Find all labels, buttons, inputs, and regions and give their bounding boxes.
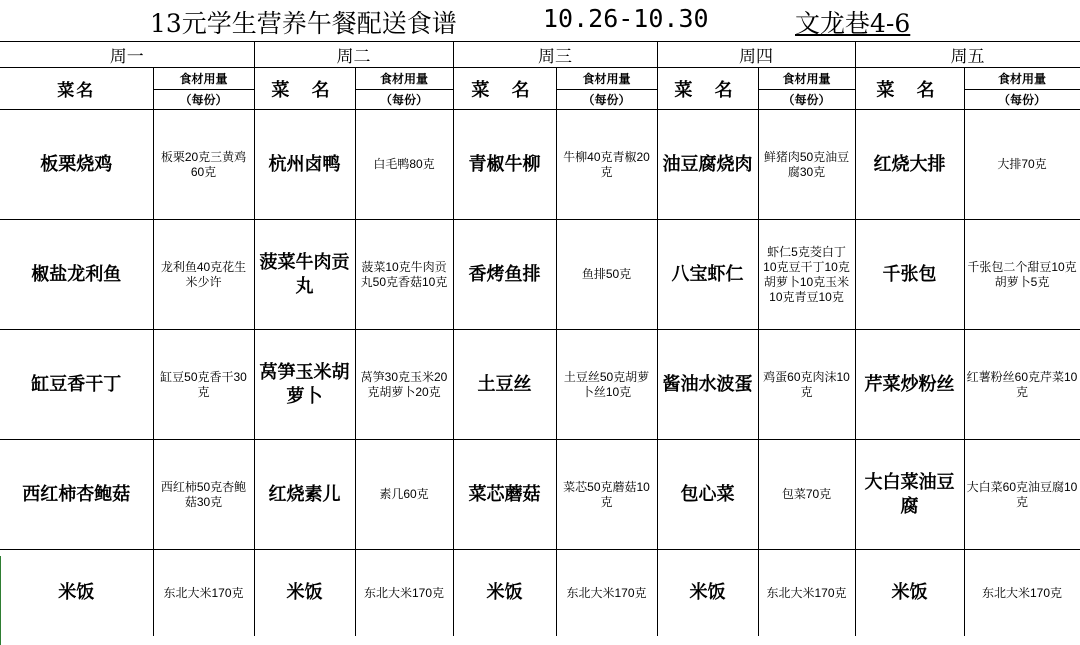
dish-ingredients: 白毛鸭80克: [355, 110, 453, 220]
dish-header: 菜名: [0, 68, 153, 110]
dish-name: 米饭: [657, 550, 758, 637]
menu-table: [0, 41, 1080, 636]
dish-ingredients: 板栗20克三黄鸡60克: [153, 110, 254, 220]
dish-name: 红烧素儿: [254, 440, 355, 550]
dish-ingredients: 东北大米170克: [556, 550, 657, 637]
day-header-mon: 周一: [0, 42, 254, 68]
per-serving-label: （每份）: [556, 90, 657, 110]
per-serving-label: （每份）: [153, 90, 254, 110]
dish-name: 酱油水波蛋: [657, 330, 758, 440]
dish-ingredients: 莴笋30克玉米20克胡萝卜20克: [355, 330, 453, 440]
dish-ingredients: 红薯粉丝60克芹菜10克: [964, 330, 1080, 440]
dish-name: 青椒牛柳: [453, 110, 556, 220]
dish-name: 莴笋玉米胡萝卜: [254, 330, 355, 440]
dish-ingredients: 鱼排50克: [556, 220, 657, 330]
qty-header: 食材用量: [556, 68, 657, 90]
dish-name: 油豆腐烧肉: [657, 110, 758, 220]
day-header-wed: 周三: [453, 42, 657, 68]
day-header-thu: 周四: [657, 42, 855, 68]
dish-ingredients: 东北大米170克: [153, 550, 254, 637]
menu-location: 文龙巷4-6: [795, 9, 911, 38]
dish-name: 米饭: [855, 550, 964, 637]
dish-name: 千张包: [855, 220, 964, 330]
dish-header: 菜 名: [657, 68, 758, 110]
dish-name: 米饭: [254, 550, 355, 637]
dish-name: 大白菜油豆腐: [855, 440, 964, 550]
per-serving-label: （每份）: [355, 90, 453, 110]
dish-name: 八宝虾仁: [657, 220, 758, 330]
dish-name: 板栗烧鸡: [0, 110, 153, 220]
dish-name: 包心菜: [657, 440, 758, 550]
dish-ingredients: 鲜猪肉50克油豆腐30克: [758, 110, 855, 220]
dish-header: 菜 名: [855, 68, 964, 110]
menu-row: [0, 550, 1080, 637]
menu-row: [0, 220, 1080, 330]
day-header-fri: 周五: [855, 42, 1080, 68]
dish-name: 红烧大排: [855, 110, 964, 220]
column-header-row: [0, 68, 1080, 90]
dish-name: 香烤鱼排: [453, 220, 556, 330]
dish-ingredients: 龙利鱼40克花生米少许: [153, 220, 254, 330]
menu-row: [0, 110, 1080, 220]
dish-name: 土豆丝: [453, 330, 556, 440]
per-serving-label: （每份）: [758, 90, 855, 110]
dish-ingredients: 东北大米170克: [758, 550, 855, 637]
dish-name: 菜芯蘑菇: [453, 440, 556, 550]
menu-title: 13元学生营养午餐配送食谱: [150, 9, 457, 38]
dish-ingredients: 西红柿50克杏鲍菇30克: [153, 440, 254, 550]
title-bar: [0, 0, 1080, 40]
qty-header: 食材用量: [758, 68, 855, 90]
dish-ingredients: 鸡蛋60克肉沫10克: [758, 330, 855, 440]
dish-ingredients: 大白菜60克油豆腐10克: [964, 440, 1080, 550]
menu-row: [0, 330, 1080, 440]
day-header-tue: 周二: [254, 42, 453, 68]
menu-dates: 10.26-10.30: [543, 4, 709, 33]
dish-name: 菠菜牛肉贡丸: [254, 220, 355, 330]
dish-ingredients: 土豆丝50克胡萝卜丝10克: [556, 330, 657, 440]
dish-name: 缸豆香干丁: [0, 330, 153, 440]
dish-ingredients: 东北大米170克: [355, 550, 453, 637]
dish-name: 米饭: [0, 550, 153, 637]
dish-ingredients: 大排70克: [964, 110, 1080, 220]
qty-header: 食材用量: [355, 68, 453, 90]
qty-header: 食材用量: [153, 68, 254, 90]
day-header-row: [0, 42, 1080, 68]
dish-header: 菜 名: [453, 68, 556, 110]
dish-name: 西红柿杏鲍菇: [0, 440, 153, 550]
dish-ingredients: 缸豆50克香干30克: [153, 330, 254, 440]
dish-ingredients: 菠菜10克牛肉贡丸50克香菇10克: [355, 220, 453, 330]
menu-row: [0, 440, 1080, 550]
dish-ingredients: 牛柳40克青椒20克: [556, 110, 657, 220]
dish-name: 杭州卤鸭: [254, 110, 355, 220]
dish-header: 菜 名: [254, 68, 355, 110]
per-serving-label: （每份）: [964, 90, 1080, 110]
dish-ingredients: 素几60克: [355, 440, 453, 550]
qty-header: 食材用量: [964, 68, 1080, 90]
dish-name: 芹菜炒粉丝: [855, 330, 964, 440]
dish-ingredients: 虾仁5克茭白丁10克豆干丁10克胡萝卜10克玉米10克青豆10克: [758, 220, 855, 330]
dish-name: 椒盐龙利鱼: [0, 220, 153, 330]
dish-name: 米饭: [453, 550, 556, 637]
dish-ingredients: 东北大米170克: [964, 550, 1080, 637]
dish-ingredients: 千张包二个甜豆10克胡萝卜5克: [964, 220, 1080, 330]
dish-ingredients: 包菜70克: [758, 440, 855, 550]
selection-edge-marker: [0, 556, 1, 645]
dish-ingredients: 菜芯50克蘑菇10克: [556, 440, 657, 550]
